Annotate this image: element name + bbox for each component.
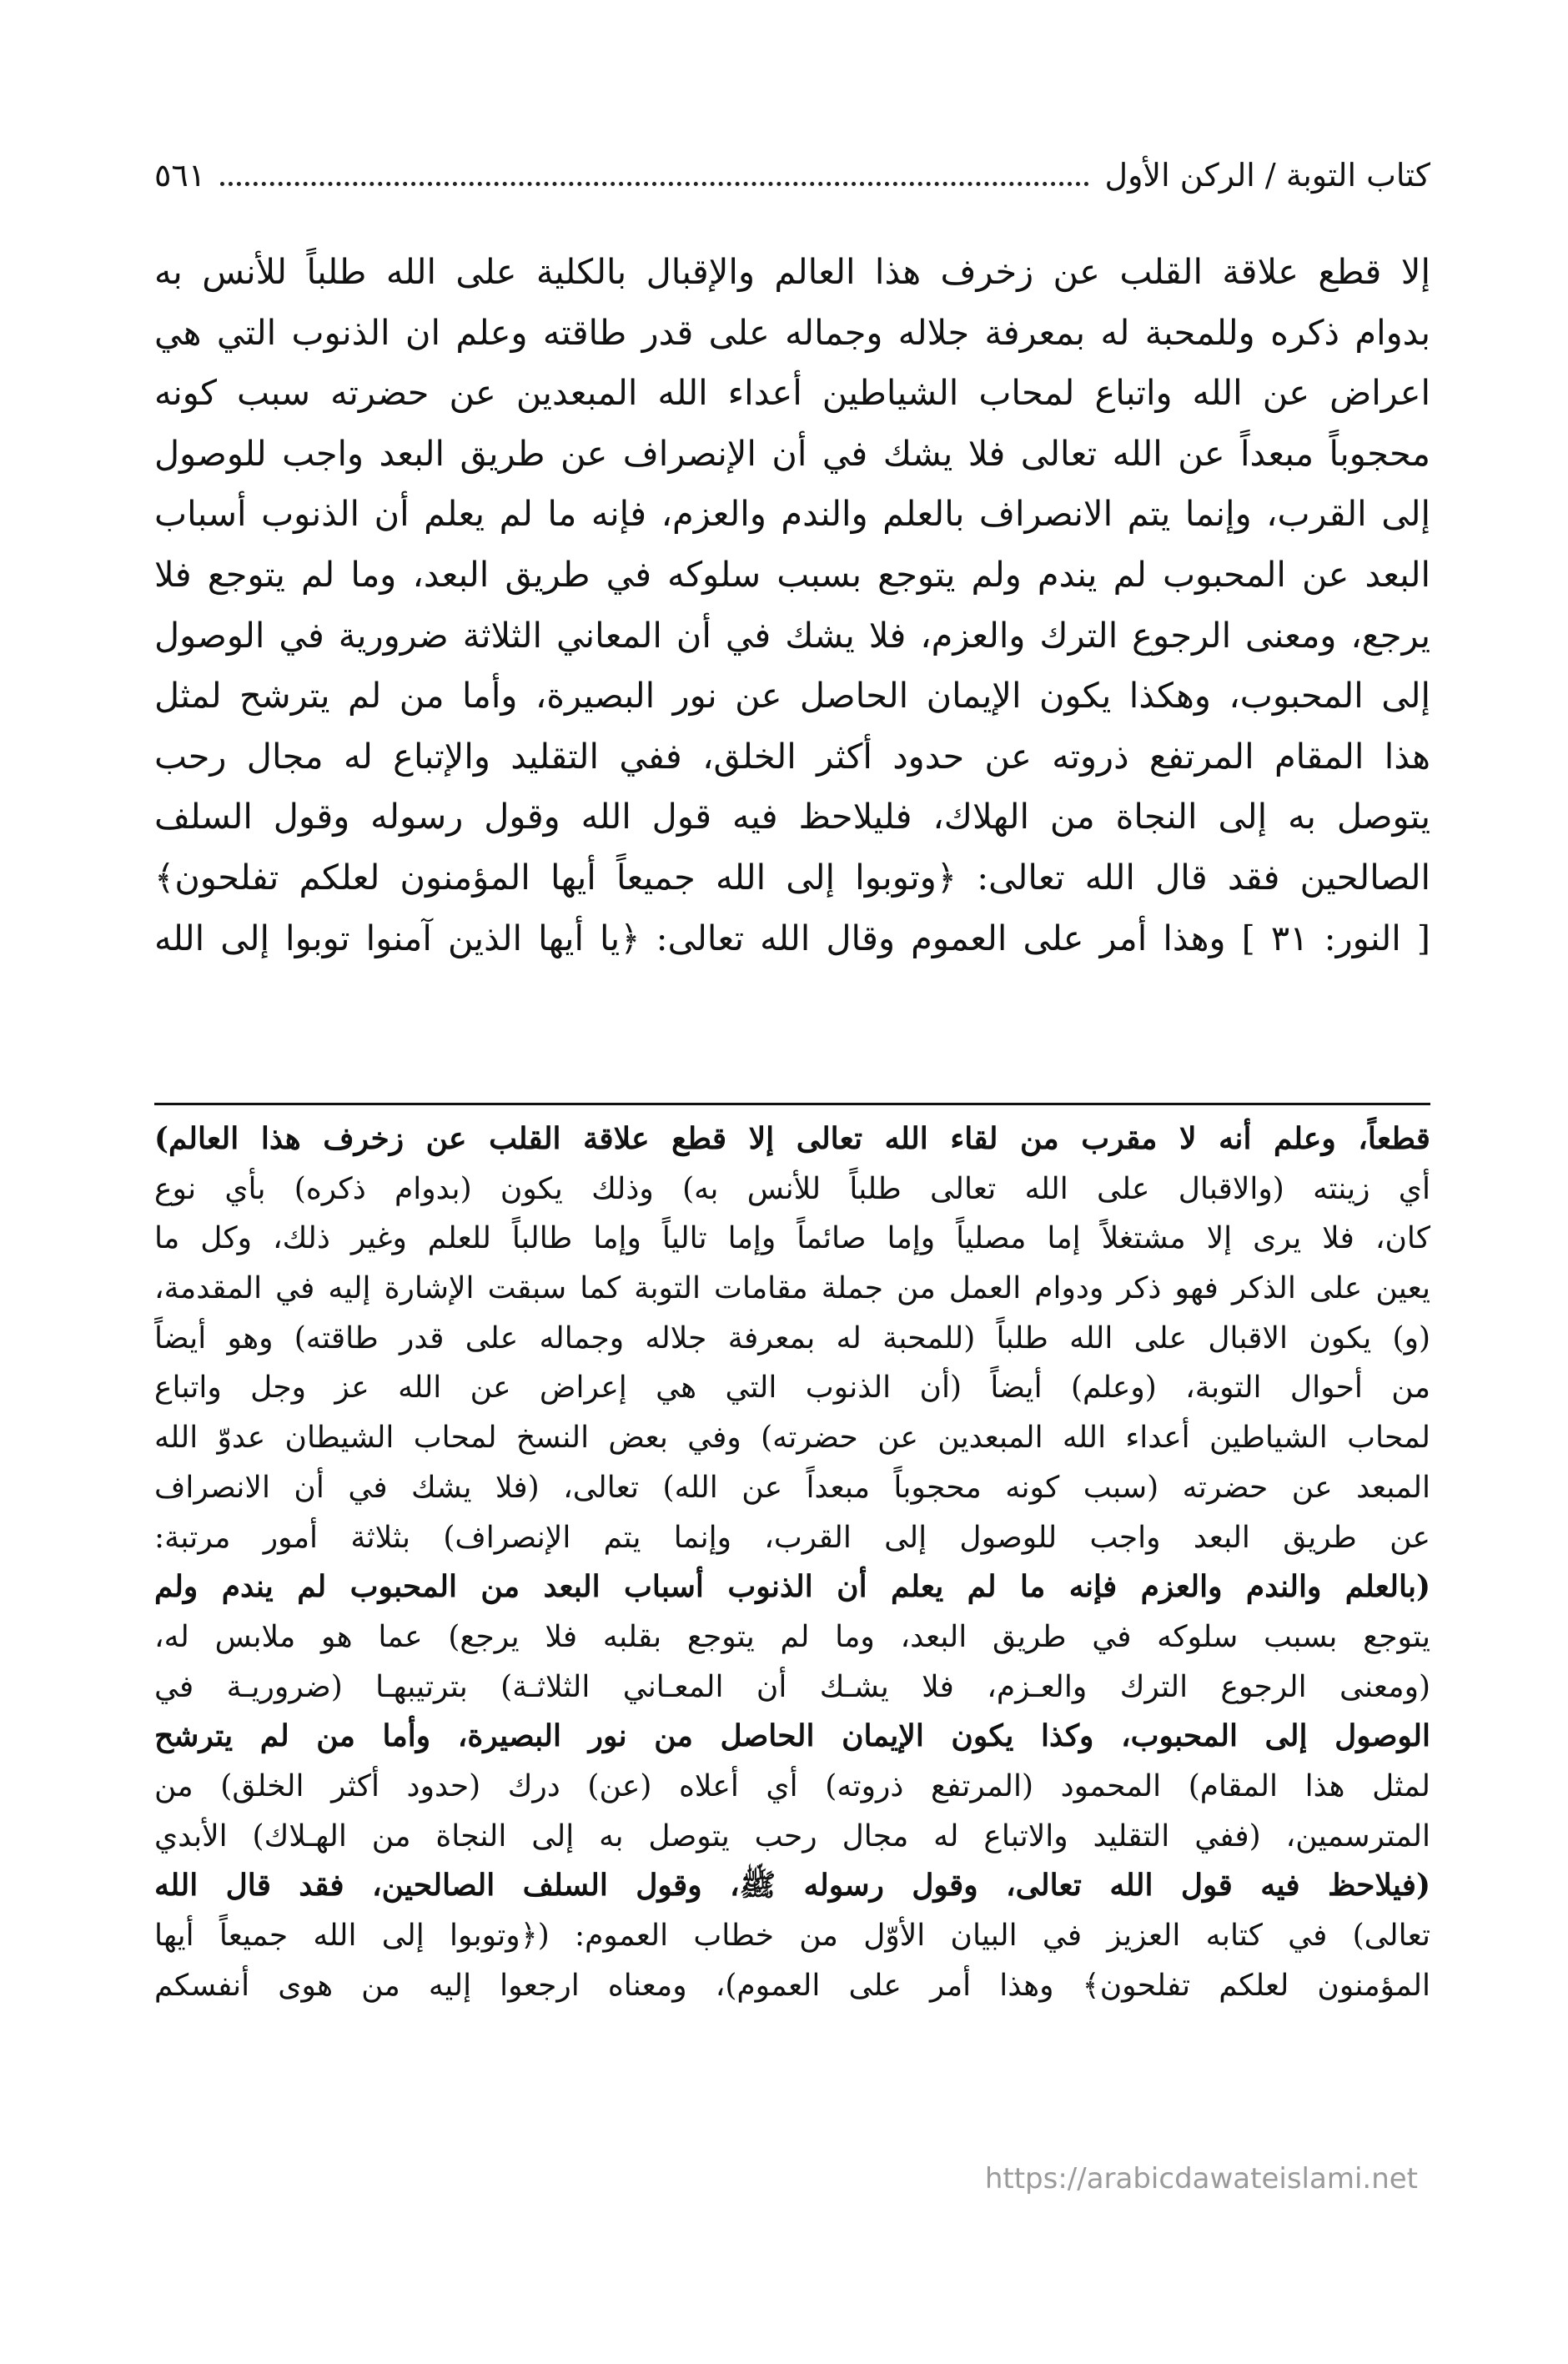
commentary-line: (فيلاحظ فيه قول الله تعالى، وقول رسوله ﷺ، وقول السلف الصالحين، فقد قال الله	[154, 1868, 1430, 1904]
commentary-line: المبعد عن حضرته (سبب كونه محجوباً مبعداً عن الله) تعالى، (فلا يشك في أن الانصراف	[154, 1470, 1430, 1505]
commentary-line: تعالى) في كتابه العزيز في البيان الأوّل من خطاب العموم: (﴿وتوبوا إلى الله جميعاً أيها	[154, 1919, 1430, 1953]
main-text-line: إلى القرب، وإنما يتم الانصراف بالعلم والندم والعزم، فإنه ما لم يعلم أن الذنوب أسباب	[154, 493, 1430, 535]
commentary-line: يتوجع بسبب سلوكه في طريق البعد، وما لم يتوجع بقلبه فلا يرجع) عما هو ملابس له،	[154, 1619, 1430, 1654]
main-text-line: يتوصل به إلى النجاة من الهلاك، فليلاحظ فيه قول الله وقول رسوله وقول السلف	[154, 796, 1430, 837]
commentary-line: الوصول إلى المحبوب، وكذا يكون الإيمان الحاصل من نور البصيرة، وأما من لم يترشح	[154, 1718, 1430, 1754]
main-text-line: إلا قطع علاقة القلب عن زخرف هذا العالم والإقبال بالكلية على الله طلباً للأنس به	[154, 251, 1430, 292]
header-dotted-leader	[220, 182, 1089, 186]
commentary-line: يعين على الذكر فهو ذكر ودوام العمل من جملة مقامات التوبة كما سبقت الإشارة إليه في المقدمة،	[154, 1271, 1430, 1306]
main-text-line: بدوام ذكره وللمحبة له بمعرفة جلاله وجماله على قدر طاقته وعلم ان الذنوب التي هي	[154, 311, 1430, 353]
commentary-line: (و) يكون الاقبال على الله طلباً (للمحبة له بمعرفة جلاله وجماله على قدر طاقته) وهو أيضاً	[154, 1320, 1430, 1356]
main-text-line: البعد عن المحبوب لم يندم ولم يتوجع بسبب سلوكه في طريق البعد، وما لم يتوجع فلا	[154, 553, 1430, 595]
page-header	[154, 142, 1430, 209]
commentary-line: المؤمنون لعلكم تفلحون﴾ وهذا أمر على العموم)، ومعناه ارجعوا إليه من هوى أنفسكم	[154, 1968, 1430, 2003]
commentary-line: المترسمين، (ففي التقليد والاتباع له مجال رحب يتوصل به إلى النجاة من الهـلاك) الأبدي	[154, 1818, 1430, 1853]
commentary-line: لمثل هذا المقام) المحمود (المرتفع ذروته) أي أعلاه (عن) درك (حدود أكثر الخلق) من	[154, 1768, 1430, 1803]
main-text-line: الصالحين فقد قال الله تعالى: ﴿وتوبوا إلى الله جميعاً أيها المؤمنون لعلكم تفلحون﴾	[154, 856, 1430, 898]
source-watermark: https://arabicdawateislami.net	[984, 2162, 1418, 2196]
main-text-line: محجوباً مبعداً عن الله تعالى فلا يشك في أن الإنصراف عن طريق البعد واجب للوصول	[154, 432, 1430, 474]
main-text-line: هذا المقام المرتفع ذروته عن حدود أكثر الخلق، ففي التقليد والإتباع له مجال رحب	[154, 735, 1430, 777]
commentary-line: (ومعنى الرجوع الترك والعـزم، فلا يشـك أن المعـاني الثلاثـة) بترتيبهـا (ضروريـة في	[154, 1669, 1430, 1704]
commentary-block	[154, 1114, 1430, 2010]
commentary-line: أي زينته (والاقبال على الله تعالى طلباً للأنس به) وذلك يكون (بدوام ذكره) بأي نوع	[154, 1171, 1430, 1206]
main-text-line: يرجع، ومعنى الرجوع الترك والعزم، فلا يشك في أن المعاني الثلاثة ضرورية في الوصول	[154, 614, 1430, 656]
commentary-line: قطعاً، وعلم أنه لا مقرب من لقاء الله تعالى إلا قطع علاقة القلب عن زخرف هذا العالم)	[154, 1121, 1430, 1156]
main-text-line: إلى المحبوب، وهكذا يكون الإيمان الحاصل عن نور البصيرة، وأما من لم يترشح لمثل	[154, 675, 1430, 717]
running-title: كتاب التوبة / الركن الأول	[1104, 157, 1430, 194]
commentary-line: لمحاب الشياطين أعداء الله المبعدين عن حضرته) وفي بعض النسخ لمحاب الشيطان عدوّ الله	[154, 1421, 1430, 1456]
commentary-line: كان، فلا يرى إلا مشتغلاً إما مصلياً وإما صائماً وإما تالياً وإما طالباً للعلم وغير ذلك، وكل ما	[154, 1221, 1430, 1256]
commentary-line: (بالعلم والندم والعزم فإنه ما لم يعلم أن الذنوب أسباب البعد من المحبوب لم يندم ولم	[154, 1569, 1430, 1605]
footnote-divider	[154, 1103, 1430, 1105]
commentary-line: عن طريق البعد واجب للوصول إلى القرب، وإنما يتم الإنصراف) بثلاثة أمور مرتبة:	[154, 1520, 1430, 1555]
main-text-block	[154, 242, 1430, 968]
commentary-line: من أحوال التوبة، (وعلم) أيضاً (أن الذنوب التي هي إعراض عن الله عز وجل واتباع	[154, 1371, 1430, 1406]
page-number: ٥٦١	[154, 157, 206, 194]
main-text-line: [ النور: ٣١ ] وهذا أمر على العموم وقال الله تعالى: ﴿يا أيها الذين آمنوا توبوا إلى الله	[154, 917, 1430, 958]
main-text-line: اعراض عن الله واتباع لمحاب الشياطين أعداء الله المبعدين عن حضرته سبب كونه	[154, 372, 1430, 414]
